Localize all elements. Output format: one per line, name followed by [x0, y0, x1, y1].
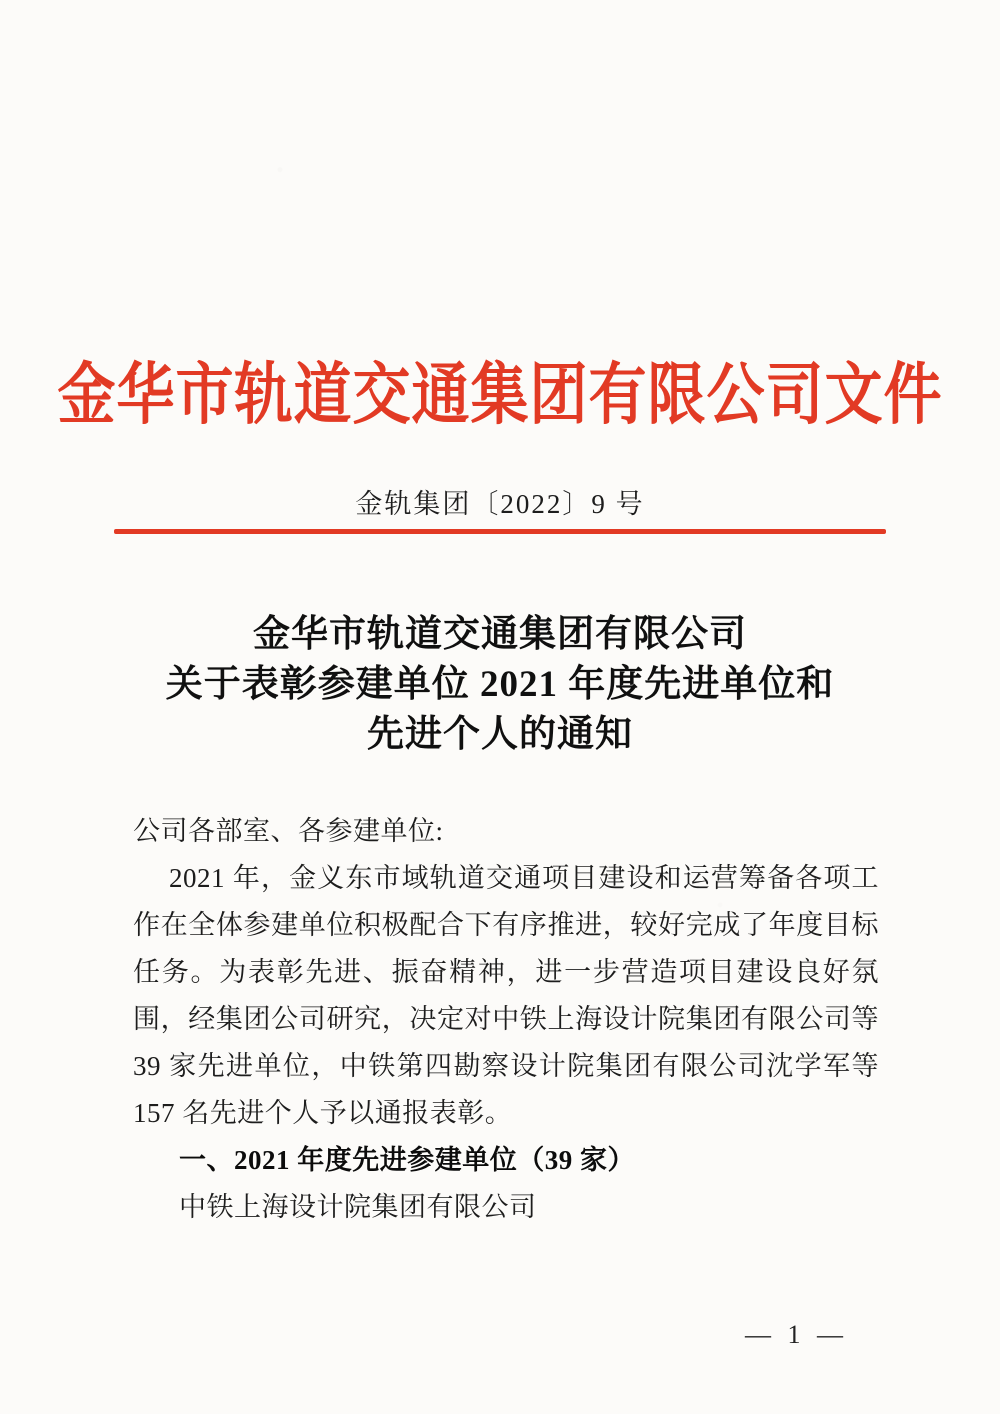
document-title-line-3: 先进个人的通知 — [367, 714, 633, 755]
salutation-line: 公司各部室、各参建单位: — [133, 816, 444, 846]
section-1-heading: 一、2021 年度先进参建单位（39 家） — [179, 1145, 635, 1175]
document-title — [0, 610, 1000, 760]
document-title-line-2: 关于表彰参建单位 2021 年度先进单位和 — [165, 664, 835, 705]
page-number: — 1 — — [745, 1320, 848, 1349]
document-title-line-1: 金华市轨道交通集团有限公司 — [253, 614, 747, 655]
intro-paragraph: 2021 年，金义东市域轨道交通项目建设和运营筹备各项工作在全体参建单位积极配合下有序推进，较好完成了年度目标任务。为表彰先进、振奋精神，进一步营造项目建设良好氛围，经集团公司研究，决定对中铁上海设计院集团有限公司等 39 家先进单位，中铁第四勘察设计院集团有限公司沈学军等 157 名先进个人予以通报表彰。 — [133, 863, 879, 1128]
section-1-first-unit: 中铁上海设计院集团有限公司 — [179, 1192, 537, 1222]
document-header-title: 金华市轨道交通集团有限公司文件 — [57, 357, 943, 433]
document-body — [133, 808, 879, 1231]
red-divider-line — [114, 529, 886, 534]
document-number: 金轨集团〔2022〕9 号 — [355, 489, 645, 519]
